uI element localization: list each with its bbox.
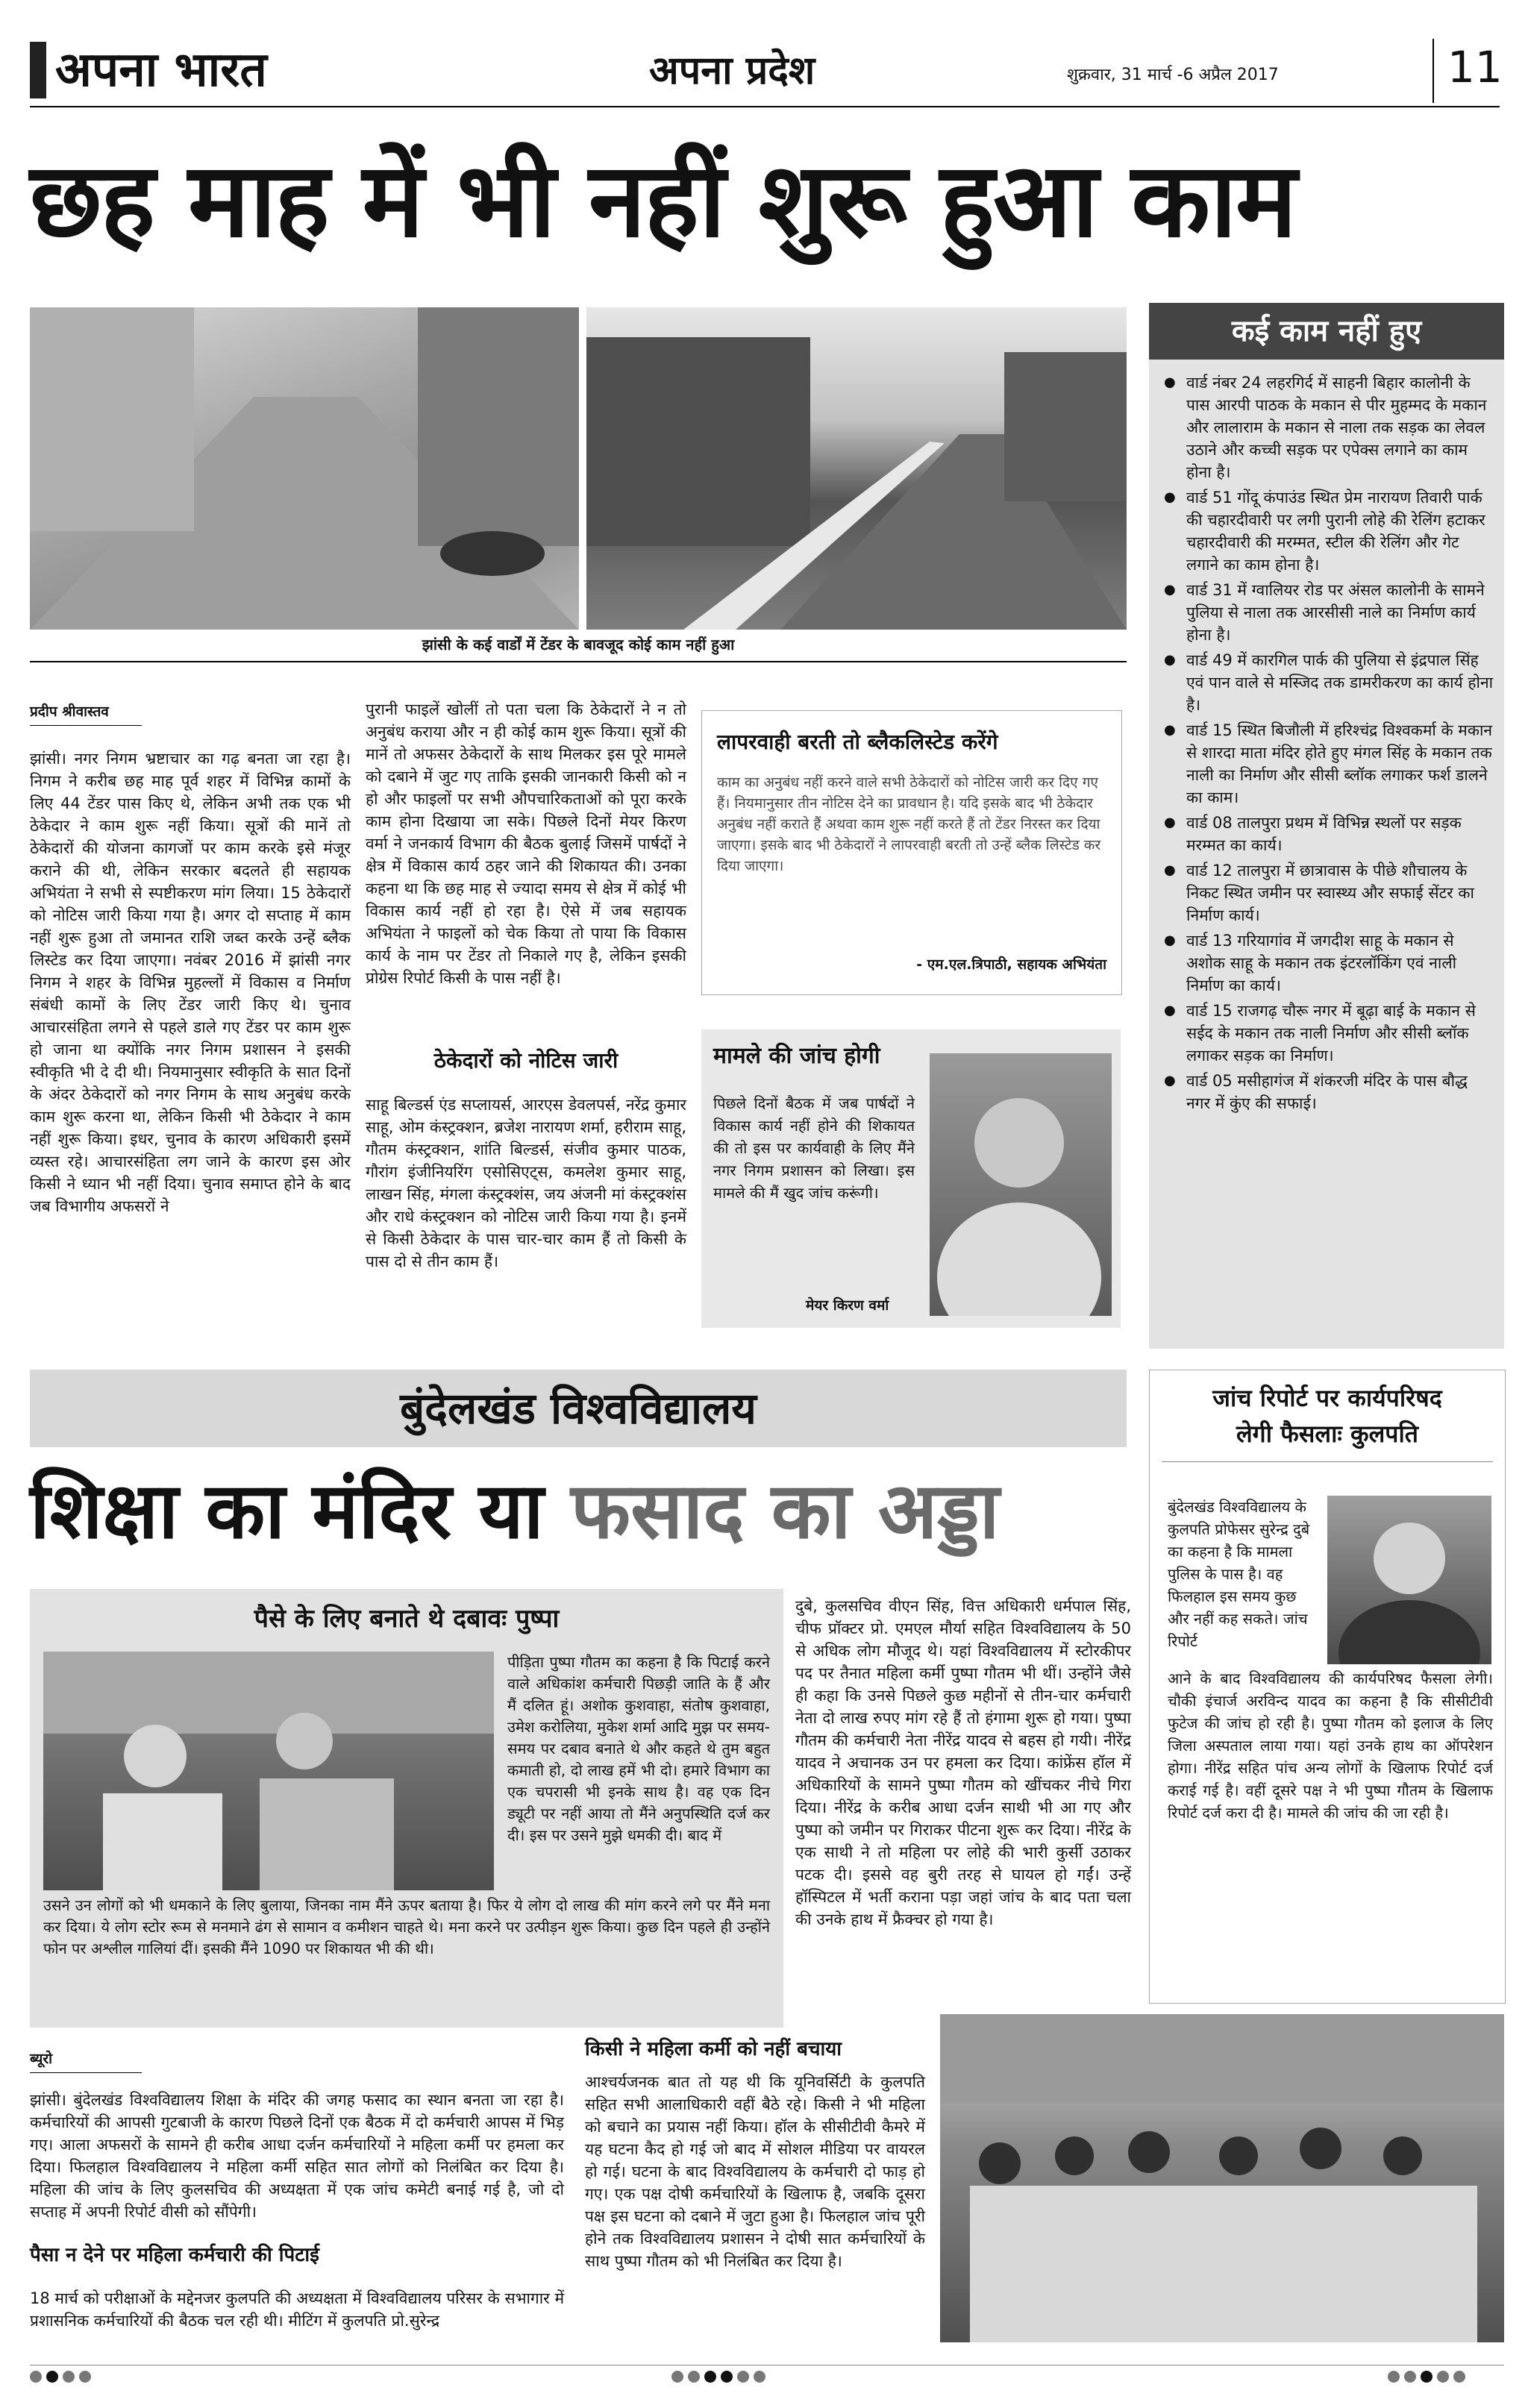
- footer-dots-center: [671, 2371, 770, 2386]
- quote-title: लापरवाही बरती तो ब्लैकलिस्टेड करेंगे: [717, 730, 998, 754]
- vc-box: [1149, 1370, 1506, 2004]
- vc-photo: [1327, 1496, 1491, 1664]
- masthead: अपना भारत: [55, 42, 267, 98]
- sidebar-item: ● वार्ड 15 स्थित बिजौली में हरिश्चंद्र विश्वकर्मा के मकान से शारदा माता मंदिर होते हुए मंगल सिंह के मकान तक नाली का निर्माण और सीसी ब्लॉक लगाकर फर्श डालने का काम।: [1161, 719, 1494, 809]
- notice-subhead: ठेकेदारों को नोटिस जारी: [433, 1048, 619, 1073]
- headline-part-a: शिक्षा का मंदिर या: [30, 1464, 544, 1556]
- sidebar-item: ● वार्ड 31 में ग्वालियर रोड पर अंसल कालोनी के सामने पुलिया से नाला तक आरसीसी नाले का निर्माण कार्य होना है।: [1161, 579, 1494, 646]
- bureau-byline: ब्यूरो: [30, 2051, 53, 2067]
- masthead-accent: [30, 42, 46, 98]
- vc-title-1: जांच रिपोर्ट पर कार्यपरिषद: [1212, 1384, 1442, 1412]
- quote-attribution: - एम.एल.त्रिपाठी, सहायक अभियंता: [916, 956, 1106, 973]
- protest-photo: [940, 2014, 1504, 2342]
- sidebar-title: कई काम नहीं हुए: [1149, 303, 1504, 360]
- pushpa-box-title: पैसे के लिए बनाते थे दबावः पुष्पा: [254, 1604, 560, 1634]
- lower-col1b: 18 मार्च को परीक्षाओं के मद्देनजर कुलपति की अध्यक्षता में विश्वविद्यालय परिसर के सभागार में प्रशासनिक कर्मचारियों की बैठक चल रही थी। मीटिंग में कुलपति प्रो.सुरेन्द्र: [30, 2289, 564, 2330]
- road-scene: [586, 307, 1127, 630]
- pushpa-box: [30, 1589, 783, 2028]
- sidebar-item: ● वार्ड 13 गरियागांव में जगदीश साहू के मकान से अशोक साहू के मकान तक इंटरलॉकिंग एवं नाली निर्माण का कार्य।: [1161, 929, 1494, 997]
- meeting-photo: [43, 1652, 494, 1890]
- vc-text-full: आने के बाद विश्वविद्यालय की कार्यपरिषद फैसला लेगी। चौकी इंचार्ज अरविन्द यादव का कहना है कि सीसीटीवी फुटेज की जांच हो रही है। पुष्पा गौतम को इलाज के लिए जिला अस्पताल लाया गया। यहां उनके हाथ का ऑपरेशन होगा। नीरेंद्र सहित पांच अन्य लोगों के खिलाफ रिपोर्ट दर्ज कराई गई है। वहीं दूसरे पक्ष ने भी पुष्पा गौतम के खिलाफ रिपोर्ट दर्ज करा दी है। मामले की जांच की जा रही है।: [1168, 1669, 1493, 1822]
- main-headline: छह माह में भी नहीं शुरू हुआ काम: [30, 139, 1296, 260]
- quote-box: [701, 710, 1122, 995]
- vc-title-2: लेगी फैसलाः कुलपति: [1236, 1420, 1418, 1448]
- street-scene-1: [30, 307, 579, 630]
- sidebar-list: [1161, 371, 1494, 1117]
- sidebar-item: ● वार्ड 51 गोंदू कंपाउंड स्थित प्रेम नारायण तिवारी पार्क की चहारदीवारी पर लगी पुरानी लोहे की रेलिंग हटाकर चहारदीवारी की मरम्मत, स्टील की रेलिंग और गेट लगाने का काम होना है।: [1161, 486, 1494, 576]
- inquiry-attribution: मेयर किरण वर्मा: [806, 1297, 889, 1314]
- sidebar-item: ● वार्ड 15 राजगढ़ चौरू नगर में बूढ़ा बाई के मकान से सईद के मकान तक नाली निर्माण और सीसी ब्लॉक लगाकर सड़क का निर्माण।: [1161, 1000, 1494, 1067]
- road-photo-right: [586, 307, 1127, 630]
- sidebar-item: ● वार्ड 05 मसीहागंज में शंकरजी मंदिर के पास बौद्ध नगर में कुंए की सफाई।: [1161, 1070, 1494, 1114]
- story2-mid-col: दुबे, कुलसचिव वीएन सिंह, वित्त अधिकारी धर्मपाल सिंह, चीफ प्रॉक्टर प्रो. एमएल मौर्या सहित विश्वविद्यालय के 50 से अधिक लोग मौजूद थे। यहां विश्वविद्यालय में स्टोरकीपर पद पर तैनात महिला कर्मी पुष्पा गौतम भी थीं। उन्होंने जैसे ही कहा कि उनसे पिछले कुछ महीनों से तीन-चार कर्मचारी नेता दो लाख रुपए मांग रहे हैं तो हंगामा शुरू हो गया। पुष्पा गौतम की कर्मचारी नेता नीरेंद्र यादव से बहस हो गयी। नीरेंद्र यादव ने अचानक उन पर हमला कर दिया। कांफ्रेंस हॉल में अधिकारियों के सामने पुष्पा गौतम को खींचकर नीचे गिरा दिया। नीरेंद्र के करीब आधा दर्जन साथी भी आ गए और पुष्पा को जमीन पर गिराकर पीटना शुरू कर दिया। नीरेंद्र के एक साथी ने तो महिला पर लोहे की भारी कुर्सी उठाकर पटक दी। इससे वह बुरी तरह से घायल हो गईं। उन्हें हॉस्पिटल में भर्ती कराना पड़ा जहां जांच के बाद पता चला की उनके हाथ में फ्रैक्चर हो गया है।: [795, 1597, 1131, 1928]
- lower-subhead-1: पैसा न देने पर महिला कर्मचारी की पिटाई: [30, 2244, 319, 2266]
- pushpa-text-side: पीड़िता पुष्पा गौतम का कहना है कि पिटाई करने वाले अधिकांश कर्मचारी पिछड़ी जाति के हैं और मैं दलित हूं। अशोक कुशवाहा, संतोष कुशवाहा, उमेश करोलिया, मुकेश शर्मा आदि मुझ पर समय-समय पर दबाव बनाते थे और कहते थे तुम बहुत कमाती हो, दो लाख हमें भी दो। हमारे विभाग का एक चपरासी भी इनके साथ है। वह एक दिन ड्यूटी पर नहीं आया तो मैंने अनुपस्थिति दर्ज कर दी। इस पर उसने मुझे धमकी दी। बाद में: [507, 1653, 770, 1844]
- protest-scene: [940, 2014, 1504, 2342]
- lower-subhead-2: किसी ने महिला कर्मी को नहीं बचाया: [585, 2038, 842, 2060]
- footer-dots-left: [30, 2371, 96, 2386]
- headline-part-b: फसाद का अड्डा: [570, 1464, 1000, 1556]
- inquiry-text: पिछले दिनों बैठक में जब पार्षदों ने विकास कार्य नहीं होने की शिकायत की तो इस पर कार्यवाही के लिए मैंने नगर निगम प्रशासन को लिखा। इस मामले की मैं खुद जांच करूंगी।: [713, 1094, 915, 1202]
- photo-caption: झांसी के कई वार्डों में टेंडर के बावजूद कोई काम नहीं हुआ: [422, 636, 735, 653]
- vc-portrait: [1327, 1496, 1491, 1664]
- section-name: अपना प्रदेश: [649, 48, 815, 93]
- lower-col2: आश्चर्यजनक बात तो यह थी कि यूनिवर्सिटी के कुलपति सहित सभी आलाधिकारी वहीं बैठे रहे। किसी ने भी महिला को बचाने का प्रयास नहीं किया। हॉल के सीसीटीवी कैमरे में यह घटना कैद हो गई जो बाद में सोशल मीडिया पर वायरल हो गई। घटना के बाद विश्वविद्यालय के कर्मचारी दो फाड़ हो गए। एक पक्ष दोषी कर्मचारियों के खिलाफ है, जबकि दूसरा पक्ष इस घटना को दबाने में जुटा हुआ है। फिलहाल जांच पूरी होने तक विश्वविद्यालय प्रशासन ने दोषी सात कर्मचारियों के साथ पुष्पा गौतम को भी निलंबित कर दिया है।: [585, 2073, 925, 2270]
- street-photo-left: [30, 307, 579, 630]
- story1-col2b: साहू बिल्डर्स एंड सप्लायर्स, आरएस डेवलपर्स, नरेंद्र कुमार साहू, ओम कंस्ट्रक्शन, ब्रजेश नारायण शर्मा, हरीराम साहू, गौतम कंस्ट्रक्शन, शांति बिल्डर्स, संजीव कुमार पाठक, गौरांग इंजीनियरिंग एसोसिएट्स, कमलेश कुमार साहू, लाखन सिंह, मंगला कंस्ट्रक्शंस, जय अंजनी मां कंस्ट्रक्शंस और राधे कंस्ट्रक्शन को नोटिस जारी किया गया है। इनमें से किसी ठेकेदार के पास चार-चार काम हैं तो किसी के पास दो से तीन काम हैं।: [366, 1096, 686, 1270]
- pushpa-text-full: उसने उन लोगों को भी धमकाने के लिए बुलाया, जिनका नाम मैंने ऊपर बताया है। फिर ये लोग दो लाख की मांग करने लगे पर मैंने मना कर दिया। ये लोग स्टोर रूम से मनमाने ढंग से सामान व कमीशन चाहते थे। मना करने पर उत्पीड़न शुरू किया। कुछ दिन पहले ही उन्होंने फोन पर अश्लील गालियां दीं। इसकी मैंने 1090 पर शिकायत भी की थी।: [43, 1896, 770, 1957]
- masthead-bar: [30, 31, 1503, 109]
- page-number: 11: [1447, 42, 1503, 93]
- issue-date: शुक्रवार, 31 मार्च -6 अप्रैल 2017: [1067, 66, 1279, 84]
- sidebar-item: ● वार्ड 49 में कारगिल पार्क की पुलिया से इंद्रपाल सिंह एवं पान वाले से मस्जिद तक डामरीकरण का कार्य होना है।: [1161, 649, 1494, 716]
- byline: प्रदीप श्रीवास्तव: [30, 703, 109, 720]
- sidebar-item: ● वार्ड नंबर 24 लहरगिर्द में साहनी बिहार कालोनी के पास आरपी पाठक के मकान से पीर मुहम्मद के मकान और लालाराम के मकान से नाला तक सड़क का लेवल उठाने और कच्ची सड़क पर एपेक्स लगाने का काम होना है।: [1161, 371, 1494, 483]
- lower-col1: झांसी। बुंदेलखंड विश्वविद्यालय शिक्षा के मंदिर की जगह फसाद का स्थान बनता जा रहा है। कर्मचारियों की आपसी गुटबाजी के कारण पिछले दिनों एक बैठक में दो कर्मचारी आपस में भिड़ गए। आला अफसरों के सामने ही करीब आधा दर्जन कर्मचारियों ने महिला कर्मी पर हमला कर दिया। फिलहाल विश्वविद्यालय ने महिला कर्मी सहित सात लोगों को निलंबित कर दिया है। महिला की जांच के लिए कुलसचिव की अध्यक्षता में एक जांच कमेटी बनाई गई है, जो दो सप्ताह में अपनी रिपोर्ट वीसी को सौंपेगी।: [30, 2091, 564, 2221]
- works-sidebar: [1149, 303, 1504, 1349]
- footer-dots-right: [1388, 2371, 1470, 2386]
- sidebar-item: ● वार्ड 08 तालपुरा प्रथम में विभिन्न स्थलों पर सड़क मरम्मत का कार्य।: [1161, 812, 1494, 856]
- inquiry-box: [701, 1029, 1121, 1328]
- university-kicker: बुंदेलखंड विश्वविद्यालय: [30, 1370, 1127, 1447]
- story1-col2a: पुरानी फाइलें खोलीं तो पता चला कि ठेकेदारों ने न तो अनुबंध कराया और न ही कोई काम शुरू किया। सूत्रों की मानें तो अफसर ठेकेदारों के साथ मिलकर इस पूरे मामले को दबाने में जुट गए ताकि इसकी जानकारी किसी को न हो और फाइलों पर सभी औपचारिकताओं को पूरा करके काम होना दिखाया जा सके। पिछले दिनों मेयर किरण वर्मा ने जनकार्य विभाग की बैठक बुलाई जिसमें पार्षदों ने क्षेत्र में विकास कार्य ठहर जाने की शिकायत की। उनका कहना था कि छह माह से ज्यादा समय से क्षेत्र में कोई भी विकास कार्य नहीं हो रहा है। ऐसे में जब सहायक अभियंता ने फाइलों को चेक किया तो पाया कि विकास कार्य के नाम पर टेंडर तो निकाले गए है, लेकिन इसकी प्रोग्रेस रिपोर्ट किसी के पास नहीं है।: [366, 700, 687, 987]
- sidebar-item: ● वार्ड 12 तालपुरा में छात्रावास के पीछे शौचालय के निकट स्थित जमीन पर स्वास्थ्य और सफाई सेंटर का निर्माण कार्य।: [1161, 859, 1494, 926]
- story1-col1: झांसी। नगर निगम भ्रष्टाचार का गढ़ बनता जा रहा है। निगम ने करीब छह माह पूर्व शहर में विभिन्न कामों के लिए 44 टेंडर पास किए थे, लेकिन अभी तक एक भी ठेकेदार ने काम शुरू नहीं किया। सूत्रों की मानें तो ठेकेदारों की योजना कागजों पर काम करके इसे मंजूर कराने की थी, लेकिन सरकार बदलते ही सहायक अभियंता ने सभी से स्पष्टीकरण मांग लिया। 15 ठेकेदारों को नोटिस जारी किया गया है। अगर दो सप्ताह में काम नहीं शुरू हुआ तो जमानत राशि जब्त करके उन्हें ब्लैक लिस्टेड कर दिया जाएगा। नवंबर 2016 में झांसी नगर निगम ने शहर के विभिन्न मुहल्लों में विकास व निर्माण संबंधी कामों के लिए टेंडर जारी किए थे। चुनाव आचारसंहिता लगने से पहले डाले गए टेंडर पर काम शुरू हो जाना था क्योंकि नगर निगम प्रशासन ने इसकी स्वीकृति भी दे दी थी। नियमानुसार स्वीकृति के सात दिनों के अंदर ठेकेदारों को नगर निगम के साथ अनुबंध करके काम शुरू करना था, लेकिन किसी भी ठेकेदार ने काम नहीं शुरू किया। इधर, चुनाव के कारण अधिकारी इसमें व्यस्त रहे। आचारसंहिता लग जाने के कारण इस ओर किसी ने ध्यान भी नहीं दिया। चुनाव समाप्त होने के बाद जब विभागीय अफसरों ने: [30, 750, 351, 1215]
- story2-headline: [30, 1455, 1134, 1567]
- inquiry-title: मामले की जांच होगी: [713, 1043, 880, 1069]
- mayor-photo: [930, 1053, 1112, 1316]
- mayor-portrait: [930, 1053, 1112, 1316]
- quote-text: काम का अनुबंध नहीं करने वाले सभी ठेकेदारों को नोटिस जारी कर दिए गए हैं। नियमानुसार तीन नोटिस देने का प्रावधान है। यदि इसके बाद भी ठेकेदार अनुबंध नहीं कराते हैं अथवा काम शुरू नहीं करते हैं तो टेंडर निरस्त कर दिया जाएगा। इसके बाद भी ठेकेदारों ने लापरवाही बरती तो उन्हें ब्लैक लिस्टेड कर दिया जाएगा।: [717, 774, 1101, 874]
- vc-text-side: बुंदेलखंड विश्वविद्यालय के कुलपति प्रोफेसर सुरेन्द्र दुबे का कहना है कि मामला पुलिस के पास है। वह फिलहाल इस समय कुछ और नहीं कह सकते। जांच रिपोर्ट: [1168, 1498, 1310, 1650]
- meeting-scene: [43, 1652, 494, 1890]
